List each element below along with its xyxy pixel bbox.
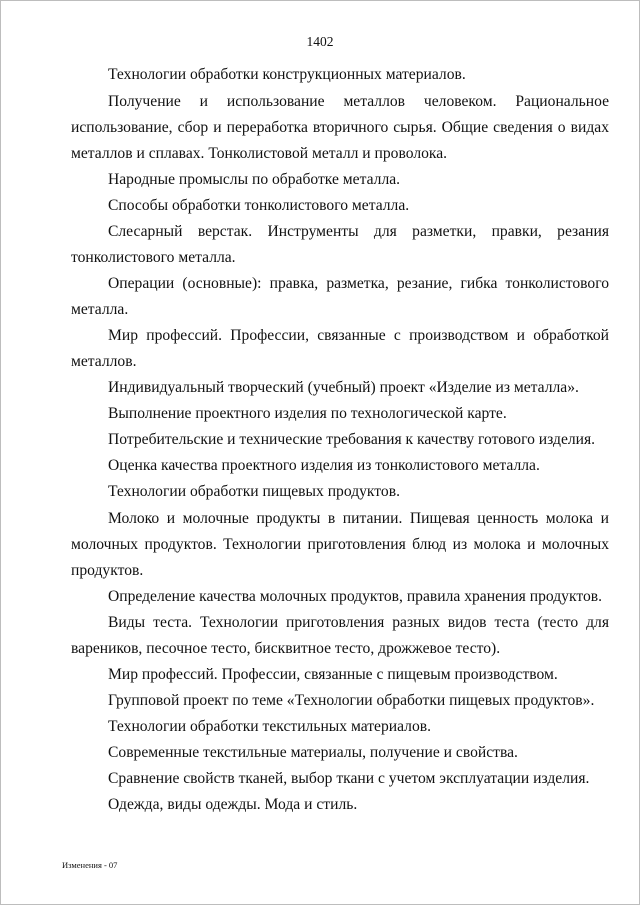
paragraph-11: Оценка качества проектного изделия из тонколистового металла.: [108, 457, 540, 474]
paragraph-9: Выполнение проектного изделия по технологической карте.: [108, 405, 507, 422]
footer-revision-note: Изменения - 07: [62, 860, 118, 870]
paragraph-19: Современные текстильные материалы, получение и свойства.: [108, 744, 518, 761]
paragraph-5: Слесарный верстак. Инструменты для разметки, правки, резания тонколистового металла.: [71, 223, 609, 266]
paragraph-10: Потребительские и технические требования к качеству готового изделия.: [108, 431, 596, 448]
paragraph-17: Групповой проект по теме «Технологии обработки пищевых продуктов».: [108, 692, 595, 709]
paragraph-12: Технологии обработки пищевых продуктов.: [108, 483, 400, 500]
paragraph-6: Операции (основные): правка, разметка, резание, гибка тонколистового металла.: [71, 275, 609, 318]
page-number: 1402: [306, 34, 334, 49]
paragraph-13: Молоко и молочные продукты в питании. Пищевая ценность молока и молочных продуктов. Технологии приготовления блюд из молока и молочных продуктов.: [71, 510, 609, 579]
paragraph-7: Мир профессий. Профессии, связанные с производством и обработкой металлов.: [71, 327, 609, 370]
paragraph-8: Индивидуальный творческий (учебный) проект «Изделие из металла».: [108, 379, 579, 396]
paragraph-4: Способы обработки тонколистового металла.: [108, 197, 410, 214]
paragraph-20: Сравнение свойств тканей, выбор ткани с учетом эксплуатации изделия.: [108, 770, 590, 787]
paragraph-3: Народные промыслы по обработке металла.: [108, 171, 401, 188]
paragraph-14: Определение качества молочных продуктов, правила хранения продуктов.: [108, 588, 603, 605]
paragraph-15: Виды теста. Технологии приготовления разных видов теста (тесто для вареников, песочное тесто, бисквитное тесто, дрожжевое тесто).: [71, 614, 609, 657]
document-body: [71, 62, 609, 818]
paragraph-16: Мир профессий. Профессии, связанные с пищевым производством.: [108, 666, 558, 683]
paragraph-21: Одежда, виды одежды. Мода и стиль.: [108, 796, 358, 813]
paragraph-2: Получение и использование металлов человеком. Рациональное использование, сбор и переработка вторичного сырья. Общие сведения о видах металлов и сплавах. Тонколистовой металл и проволока.: [71, 93, 609, 162]
paragraph-18: Технологии обработки текстильных материалов.: [108, 718, 432, 735]
paragraph-1: Технологии обработки конструкционных материалов.: [108, 66, 466, 83]
